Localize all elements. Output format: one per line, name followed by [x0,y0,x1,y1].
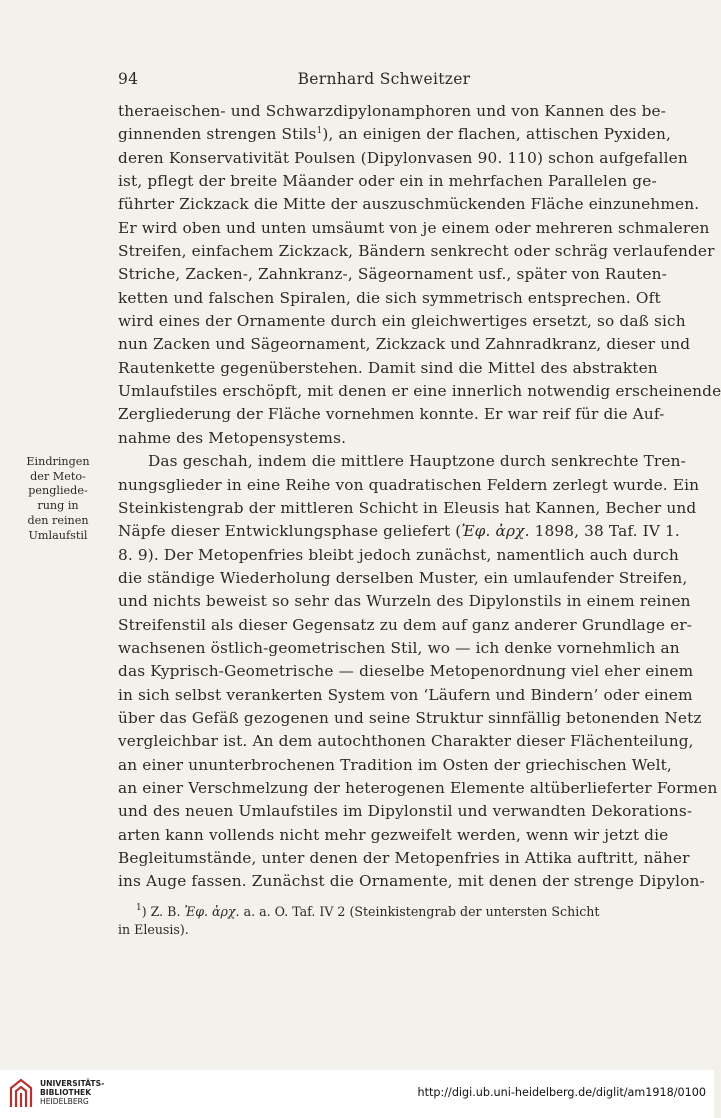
text-line: nahme des Metopensystems. [118,428,347,447]
text-line: Er wird oben und unten umsäumt von je einem oder mehreren schmaleren [118,218,710,237]
margin-note-line: den reinen [27,513,89,527]
text-line: wachsenen östlich-geometrischen Stil, wo — ich denke vornehmlich an [118,638,680,657]
text-line: nungsglieder in eine Reihe von quadratischen Feldern zerlegt wurde. Ein [118,475,700,494]
text-line: ist, pflegt der breite Mäander oder ein in mehrfachen Parallelen ge- [118,172,657,191]
footnote-line: in Eleusis). [118,922,189,937]
viewer-footer [0,1070,714,1118]
running-head: Bernhard Schweitzer [297,70,471,88]
margin-note-line: rung in [37,499,79,513]
text-run: 1898, 38 Taf. IV 1. [529,522,680,541]
text-line: über das Gefäß gezogenen und seine Struktur sinnfällig betonenden Netz [118,708,702,727]
text-line: ketten und falschen Spiralen, die sich symmetrisch entsprechen. Oft [118,288,661,307]
margin-note-line: pengliede- [28,484,88,498]
text-line: 8. 9). Der Metopenfries bleibt jedoch zunächst, namentlich auch durch [118,545,679,564]
footnote-marker: 1 [136,903,142,913]
text-line: an einer Verschmelzung der heterogenen Elemente altüberlieferter Formen [118,778,718,797]
library-name-line: HEIDELBERG [40,1097,89,1106]
text-line: Begleitumstände, unter denen der Metopenfries in Attika auftritt, näher [118,849,690,867]
text-line: und des neuen Umlaufstiles im Dipylonstil und verwandten Dekorations- [118,802,693,821]
text-line: theraeischen- und Schwarzdipylonamphoren und von Kannen des be- [118,102,667,120]
text-line: Striche, Zacken-, Zahnkranz-, Sägeornament usf., später von Rauten- [118,265,667,284]
footnote-line [118,903,640,921]
library-name-line: BIBLIOTHEK [40,1088,92,1097]
page-header [118,70,640,92]
margin-note-line: Eindringen [26,455,90,468]
text-line: deren Konservativität Poulsen (Dipylonvasen 90. 110) schon aufgefallen [118,148,688,167]
text-line: das Kyprisch-Geometrische — dieselbe Metopenordnung viel eher einem [118,662,694,681]
text-line: nun Zacken und Sägeornament, Zickzack und Zahnradkranz, dieser und [118,335,691,354]
footnote [118,903,640,939]
text-run: a. a. O. Taf. IV 2 (Steinkistengrab der untersten Schicht [239,904,600,919]
text-line [118,123,672,146]
text-line: Steinkistengrab der mittleren Schicht in Eleusis hat Kannen, Becher und [118,498,697,517]
text-line: vergleichbar ist. An dem autochthonen Charakter dieser Flächenteilung, [118,732,694,751]
text-run: ginnenden strengen Stils [118,125,317,144]
text-line: ins Auge fassen. Zunächst die Ornamente, mit denen der strenge Dipylon- [118,872,705,891]
text-line: in sich selbst verankerten System von ‘Läufern und Bindern’ oder einem [118,685,693,704]
text-line: an einer ununterbrochenen Tradition im Osten der griechischen Welt, [118,755,672,774]
margin-note-line: der Meto- [30,469,86,483]
text-line: die ständige Wiederholung derselben Muster, ein umlaufender Streifen, [118,568,688,587]
text-line: führter Zickzack die Mitte der auszuschmückenden Fläche einzunehmen. [118,195,700,214]
text-line: Streifenstil als dieser Gegensatz zu dem auf ganz anderer Grundlage er- [118,615,693,634]
text-line: und nichts beweist so sehr das Wurzeln des Dipylonstils in einem reinen [118,592,691,611]
text-run: Näpfe dieser Entwicklungsphase geliefert ( [118,522,462,541]
text-line: Das geschah, indem die mittlere Hauptzone durch senkrechte Tren- [148,452,686,471]
text-line: Umlaufstiles erschöpft, mit denen er eine innerlich notwendig erscheinende [118,382,721,401]
text-run: ), an einigen der flachen, attischen Pyxiden, [322,125,672,144]
text-line: Zergliederung der Fläche vornehmen konnte. Er war reif für die Auf- [118,405,665,424]
text-line [118,520,680,543]
text-run: ) Z. B. [141,904,185,919]
text-line: wird eines der Ornamente durch ein gleichwertiges ersetzt, so daß sich [118,312,686,331]
library-name-line: UNIVERSITÄTS- [40,1079,105,1088]
margin-note [2,455,114,543]
permalink[interactable]: http://digi.ub.uni-heidelberg.de/diglit/am1918/0100 [417,1086,706,1099]
journal-abbrev: Ἐφ. ἀρχ. [461,522,530,541]
page-number: 94 [118,70,139,88]
library-name [40,1079,104,1106]
university-library-logo-icon[interactable] [8,1076,34,1110]
journal-abbrev: Ἐφ. ἀρχ. [184,904,240,919]
body-text [118,100,721,894]
text-line: Rautenkette gegenüberstehen. Damit sind die Mittel des abstrakten [118,358,658,377]
footnote-ref[interactable]: 1 [316,126,323,137]
margin-note-line: Umlaufstil [28,528,88,542]
text-line: arten kann vollends nicht mehr gezweifelt werden, wenn wir jetzt die [118,825,669,844]
text-line: Streifen, einfachem Zickzack, Bändern senkrecht oder schräg verlaufender [118,242,715,261]
